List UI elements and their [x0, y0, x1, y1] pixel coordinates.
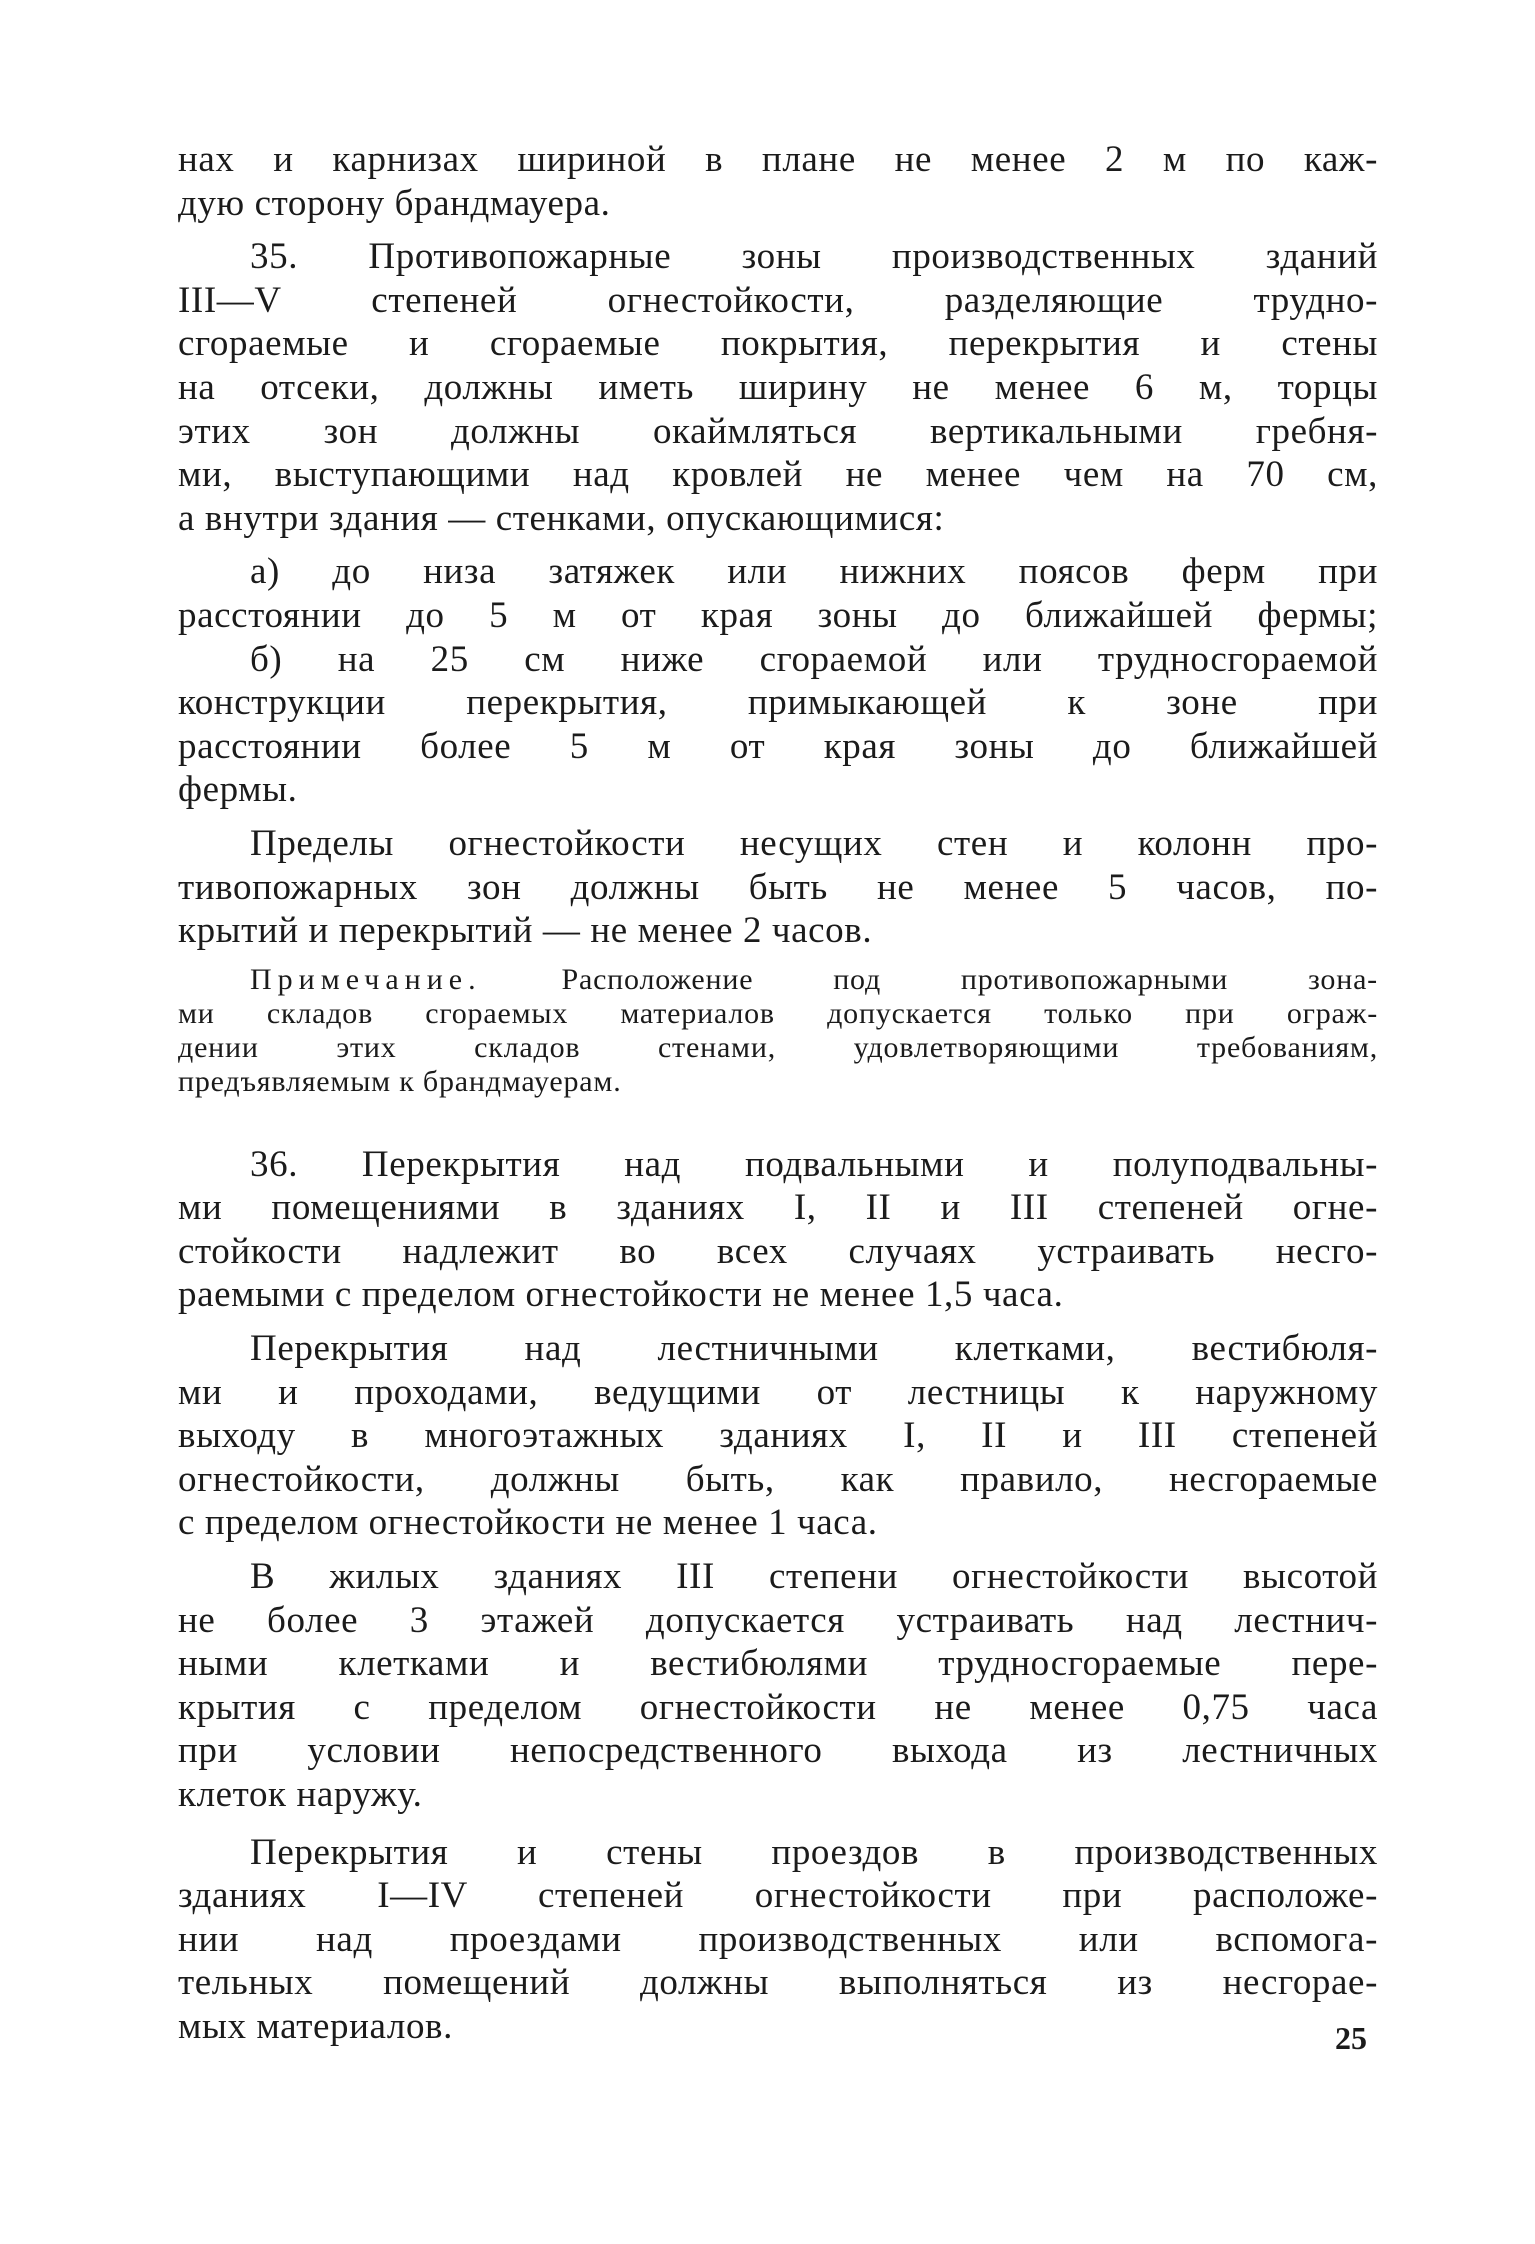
text-line: б) на 25 см ниже сгораемой или трудносгораемой [250, 638, 1378, 680]
text-line: 35. Противопожарные зоны производственных зданий [250, 236, 1378, 278]
text-line: ными клетками и вестибюлями трудносгораемые пере- [178, 1643, 1378, 1685]
list-item-a [178, 550, 1378, 637]
text-line: сгораемые и сгораемые покрытия, перекрытия и стены [178, 323, 1378, 365]
note-text: Расположение под противопожарными зона- [561, 962, 1378, 996]
text-line: ми и проходами, ведущими от лестницы к наружному [178, 1371, 1378, 1413]
text-line: тивопожарных зон должны быть не менее 5 часов, по- [178, 866, 1378, 908]
note-line: ми складов сгораемых материалов допускается только при ограж- [178, 996, 1378, 1030]
text-line: этих зон должны окаймляться вертикальными гребня- [178, 410, 1378, 452]
text-line: Перекрытия и стены проездов в производственных [250, 1831, 1378, 1873]
text-line: выходу в многоэтажных зданиях I, II и III степеней [178, 1415, 1378, 1457]
text-line: Перекрытия над лестничными клетками, вестибюля- [250, 1328, 1378, 1370]
text-line: фермы. [178, 769, 298, 811]
note-label: Примечание. [250, 962, 482, 996]
text-line: крытий и перекрытий — не менее 2 часов. [178, 910, 873, 952]
text-line: огнестойкости, должны быть, как правило, несгораемые [178, 1458, 1378, 1500]
text-line: Пределы огнестойкости несущих стен и колонн про- [250, 822, 1378, 864]
paragraph-residential [178, 1555, 1378, 1817]
text-line: 36. Перекрытия над подвальными и полуподвальны- [250, 1143, 1378, 1185]
text-line: на отсеки, должны иметь ширину не менее 6 м, торцы [178, 366, 1378, 408]
note-first-line [178, 963, 1378, 997]
note-block [178, 963, 1378, 1099]
text-line: при условии непосредственного выхода из лестничных [178, 1730, 1378, 1772]
text-line: раемыми с пределом огнестойкости не менее 1,5 часа. [178, 1274, 1064, 1316]
note-line: предъявляемым к брандмауерам. [178, 1064, 622, 1098]
text-line: нии над проездами производственных или вспомога- [178, 1918, 1378, 1960]
note-line: дении этих складов стенами, удовлетворяющими требованиям, [178, 1030, 1378, 1064]
paragraph-continuation [178, 138, 1378, 225]
paragraph-fire-limits [178, 822, 1378, 953]
text-line: III—V степеней огнестойкости, разделяющие трудно- [178, 279, 1378, 321]
page-number: 25 [1335, 2020, 1367, 2056]
text-line: клеток наружу. [178, 1774, 423, 1815]
text-line: нах и карнизах шириной в плане не менее 2 м по каж- [178, 139, 1378, 180]
paragraph-stairwells [178, 1327, 1378, 1545]
text-line: В жилых зданиях III степени огнестойкости высотой [250, 1556, 1378, 1598]
text-line: расстоянии более 5 м от края зоны до ближайшей [178, 725, 1378, 767]
text-line: дую сторону брандмауера. [178, 182, 611, 224]
text-line: мых материалов. [178, 2005, 453, 2047]
list-item-b [178, 638, 1378, 812]
paragraph-36 [178, 1143, 1378, 1317]
text-line: ми помещениями в зданиях I, II и III степеней огне- [178, 1187, 1378, 1229]
text-line: не более 3 этажей допускается устраивать над лестнич- [178, 1599, 1378, 1641]
text-line: стойкости надлежит во всех случаях устраивать несго- [178, 1230, 1378, 1272]
paragraph-35 [178, 235, 1378, 540]
text-line: а) до низа затяжек или нижних поясов ферм при [250, 551, 1378, 593]
text-line: крытия с пределом огнестойкости не менее 0,75 часа [178, 1686, 1378, 1728]
text-line: зданиях I—IV степеней огнестойкости при расположе- [178, 1875, 1378, 1917]
text-line: расстоянии до 5 м от края зоны до ближайшей фермы; [178, 594, 1378, 636]
text-line: ми, выступающими над кровлей не менее чем на 70 см, [178, 454, 1378, 496]
paragraph-passages [178, 1831, 1378, 2049]
text-line: а внутри здания — стенками, опускающимися: [178, 497, 945, 539]
text-line: конструкции перекрытия, примыкающей к зоне при [178, 682, 1378, 724]
page-body [178, 138, 1378, 2049]
text-line: с пределом огнестойкости не менее 1 часа. [178, 1502, 878, 1544]
text-line: тельных помещений должны выполняться из несгорае- [178, 1962, 1378, 2004]
